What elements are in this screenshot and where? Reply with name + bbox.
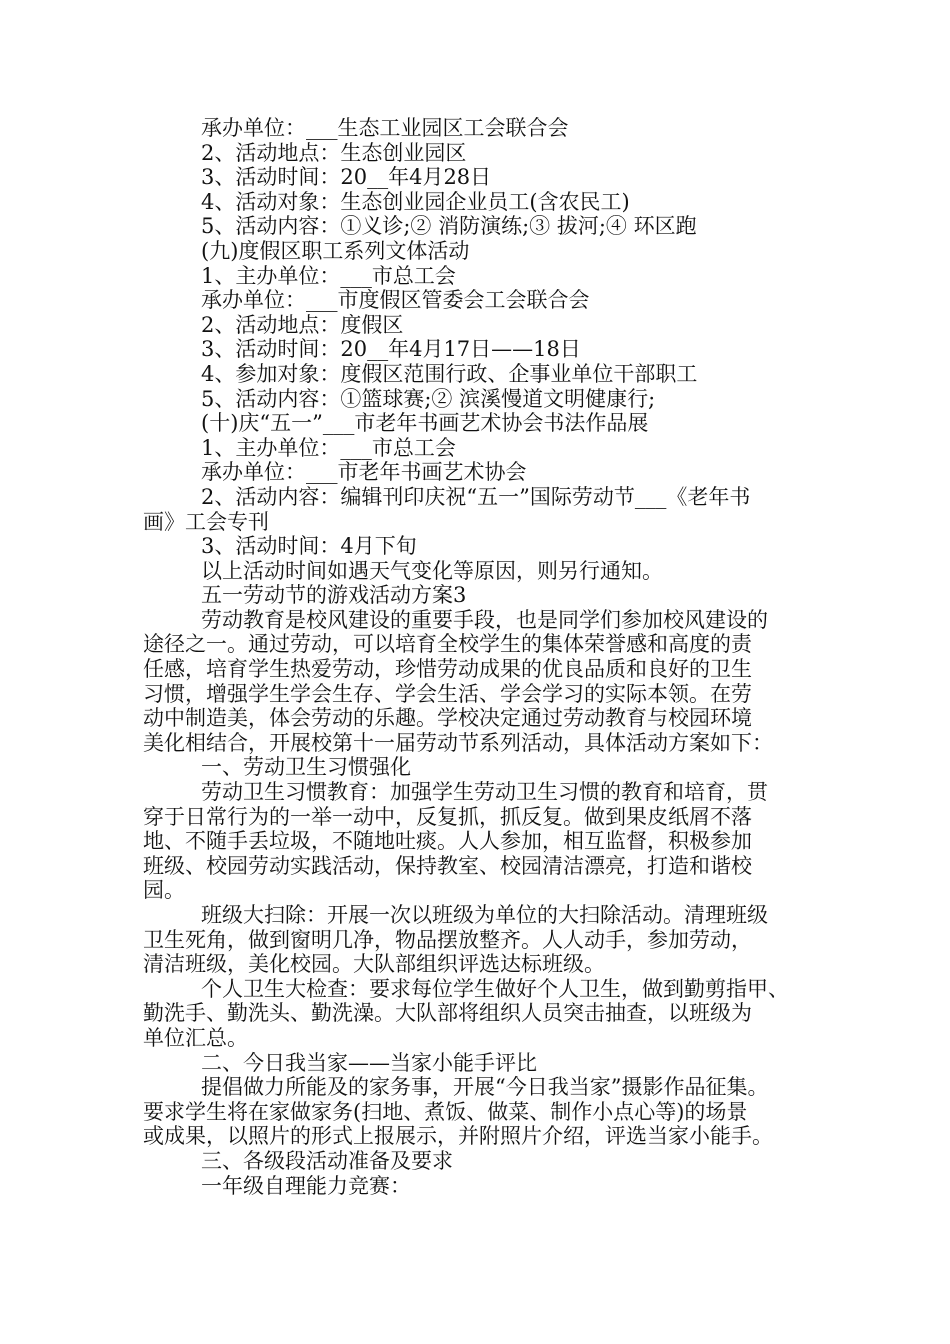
text-line: 5、活动内容：①篮球赛;② 滨溪慢道文明健康行; <box>201 386 656 411</box>
text-line: 4、活动对象：生态创业园企业员工(含农民工) <box>201 189 630 214</box>
text-line: 4、参加对象：度假区范围行政、企事业单位干部职工 <box>201 361 698 386</box>
paragraph-line: 美化相结合，开展校第十一届劳动节系列活动，具体活动方案如下： <box>143 730 773 755</box>
section-heading: 一、劳动卫生习惯强化 <box>201 755 411 780</box>
paragraph-line: 班级、校园劳动实践活动，保持教室、校园清洁漂亮，打造和谐校 <box>143 853 752 878</box>
section-heading: (九)度假区职工系列文体活动 <box>201 238 470 263</box>
paragraph-line: 卫生死角，做到窗明几净，物品摆放整齐。人人动手，参加劳动， <box>143 927 752 952</box>
text-line: 5、活动内容：①义诊;② 消防演练;③ 拔河;④ 环区跑 <box>201 214 697 239</box>
text-line: 2、活动地点：度假区 <box>201 312 404 337</box>
text-line: 一年级自理能力竞赛： <box>201 1173 411 1198</box>
document-body <box>143 116 813 1198</box>
paragraph-line: 提倡做力所能及的家务事，开展“今日我当家”摄影作品征集。 <box>201 1075 769 1100</box>
section-heading: 二、今日我当家——当家小能手评比 <box>201 1050 537 1075</box>
paragraph-line: 劳动教育是校风建设的重要手段，也是同学们参加校风建设的 <box>201 607 768 632</box>
paragraph-line: 清洁班级，美化校园。大队部组织评选达标班级。 <box>143 952 605 977</box>
text-line: 承办单位：___市老年书画艺术协会 <box>201 460 527 485</box>
text-line: 承办单位：___市度假区管委会工会联合会 <box>201 288 590 313</box>
section-heading: 三、各级段活动准备及要求 <box>201 1148 453 1173</box>
section-heading: (十)庆“五一”___市老年书画艺术协会书法作品展 <box>201 411 649 436</box>
paragraph-line: 要求学生将在家做家务(扫地、煮饭、做菜、制作小点心等)的场景 <box>143 1099 748 1124</box>
text-line: 1、主办单位：___市总工会 <box>201 263 456 288</box>
paragraph-line: 班级大扫除：开展一次以班级为单位的大扫除活动。清理班级 <box>201 903 768 927</box>
paragraph-line: 单位汇总。 <box>143 1025 248 1050</box>
text-line: 画》工会专刊 <box>143 509 269 534</box>
paragraph-line: 园。 <box>143 878 185 903</box>
text-line: 以上活动时间如遇天气变化等原因，则另行通知。 <box>201 558 663 583</box>
paragraph-line: 习惯，增强学生学会生存、学会生活、学会学习的实际本领。在劳 <box>143 681 752 706</box>
paragraph-line: 动中制造美，体会劳动的乐趣。学校决定通过劳动教育与校园环境 <box>143 706 752 731</box>
text-line: 承办单位：___生态工业园区工会联合会 <box>201 116 569 140</box>
paragraph-line: 勤洗手、勤洗头、勤洗澡。大队部将组织人员突击抽查，以班级为 <box>143 1001 752 1026</box>
paragraph-line: 个人卫生大检查：要求每位学生做好个人卫生，做到勤剪指甲、 <box>201 976 789 1001</box>
paragraph-line: 途径之一。通过劳动，可以培育全校学生的集体荣誉感和高度的责 <box>143 632 752 657</box>
paragraph-line: 任感，培育学生热爱劳动，珍惜劳动成果的优良品质和良好的卫生 <box>143 657 752 682</box>
text-line: 2、活动内容：编辑刊印庆祝“五一”国际劳动节___《老年书 <box>201 484 751 509</box>
paragraph-line: 穿于日常行为的一举一动中，反复抓，抓反复。做到果皮纸屑不落 <box>143 804 752 829</box>
text-line: 3、活动时间：20__年4月17日——18日 <box>201 337 581 362</box>
text-line: 3、活动时间：4月下旬 <box>201 534 417 559</box>
text-line: 2、活动地点：生态创业园区 <box>201 140 467 165</box>
paragraph-line: 或成果，以照片的形式上报展示，并附照片介绍，评选当家小能手。 <box>143 1124 773 1149</box>
paragraph-line: 劳动卫生习惯教育：加强学生劳动卫生习惯的教育和培育，贯 <box>201 780 768 805</box>
section-title: 五一劳动节的游戏活动方案3 <box>201 583 467 608</box>
text-line: 3、活动时间：20__年4月28日 <box>201 165 492 190</box>
paragraph-line: 地、不随手丢垃圾，不随地吐痰。人人参加，相互监督，积极参加 <box>143 829 752 854</box>
text-line: 1、主办单位：___市总工会 <box>201 435 456 460</box>
